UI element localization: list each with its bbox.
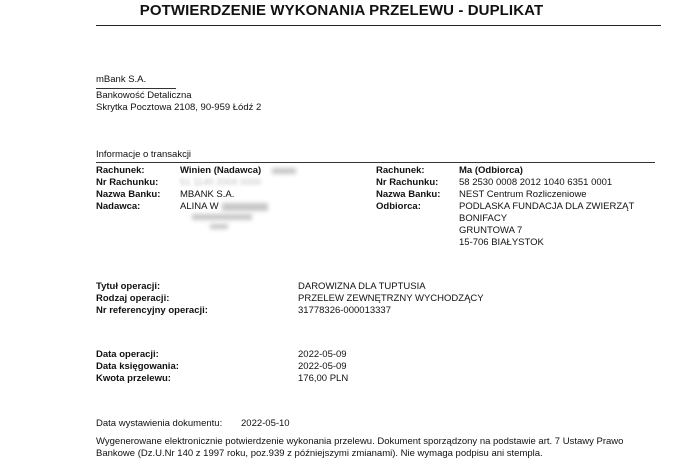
recipient-odbiorca-line: BONIFACY: [459, 213, 508, 224]
recipient-nazwa-banku-value: NEST Centrum Rozliczeniowe: [459, 189, 587, 200]
rodzaj-value: PRZELEW ZEWNĘTRZNY WYCHODZĄCY: [298, 293, 484, 304]
data-operacji-label: Data operacji:: [96, 349, 159, 360]
ref-label: Nr referencyjny operacji:: [96, 305, 208, 316]
bank-divider: [96, 88, 176, 89]
tytul-label: Tytuł operacji:: [96, 281, 161, 292]
sender-nazwa-banku-label: Nazwa Banku:: [96, 189, 161, 200]
recipient-nazwa-banku-label: Nazwa Banku:: [376, 189, 441, 200]
issue-date-value: 2022-05-10: [241, 418, 290, 429]
bank-name: mBank S.A.: [96, 74, 147, 85]
recipient-nr-rachunku-label: Nr Rachunku:: [376, 177, 439, 188]
recipient-odbiorca-label: Odbiorca:: [376, 201, 421, 212]
data-ksiegowania-value: 2022-05-09: [298, 361, 347, 372]
section-label: Informacje o transakcji: [96, 149, 192, 160]
redaction-mark: [192, 214, 252, 220]
recipient-nr-rachunku-value: 58 2530 0008 2012 1040 6351 0001: [459, 177, 613, 188]
tytul-value: DAROWIZNA DLA TUPTUSIA: [298, 281, 426, 292]
sender-rachunek-value: Winien (Nadawca): [180, 165, 262, 176]
kwota-label: Kwota przelewu:: [96, 373, 171, 384]
kwota-value: 176,00 PLN: [298, 373, 349, 384]
sender-nadawca-value: ALINA W: [180, 201, 219, 212]
bank-address: Skrytka Pocztowa 2108, 90-959 Łódź 2: [96, 102, 262, 113]
recipient-odbiorca-line: GRUNTOWA 7: [459, 225, 523, 236]
ref-value: 31778326-000013337: [298, 305, 391, 316]
redaction-mark: [222, 203, 268, 211]
issue-date-label: Data wystawienia dokumentu:: [96, 418, 223, 429]
footer-line: Wygenerowane elektronicznie potwierdzenie wykonania przelewu. Dokument sporządzony na podstawie art. 7 Ustawy Prawo: [96, 436, 624, 447]
sender-nazwa-banku-value: MBANK S.A.: [180, 189, 235, 200]
rodzaj-label: Rodzaj operacji:: [96, 293, 170, 304]
bank-division: Bankowość Detaliczna: [96, 90, 192, 101]
data-ksiegowania-label: Data księgowania:: [96, 361, 179, 372]
section-divider: [96, 162, 655, 163]
recipient-rachunek-value: Ma (Odbiorca): [459, 165, 523, 176]
redaction-mark: [210, 224, 228, 229]
footer-line: Bankowe (Dz.U.Nr 140 z 1997 roku, poz.939 z późniejszymi zmianami). Nie wymaga podpisu ani stempla.: [96, 448, 543, 459]
data-operacji-value: 2022-05-09: [298, 349, 347, 360]
sender-nadawca-label: Nadawca:: [96, 201, 141, 212]
document-title: POTWIERDZENIE WYKONANIA PRZELEWU - DUPLIKAT: [139, 2, 544, 19]
sender-nr-rachunku-value: 51 1140 2004 0000: [180, 177, 262, 188]
redaction-mark: [272, 168, 296, 174]
recipient-odbiorca-line: PODLASKA FUNDACJA DLA ZWIERZĄT: [459, 201, 635, 212]
recipient-rachunek-label: Rachunek:: [376, 165, 425, 176]
title-divider: [96, 25, 661, 26]
sender-nr-rachunku-label: Nr Rachunku:: [96, 177, 159, 188]
sender-rachunek-label: Rachunek:: [96, 165, 145, 176]
recipient-odbiorca-line: 15-706 BIAŁYSTOK: [459, 237, 544, 248]
